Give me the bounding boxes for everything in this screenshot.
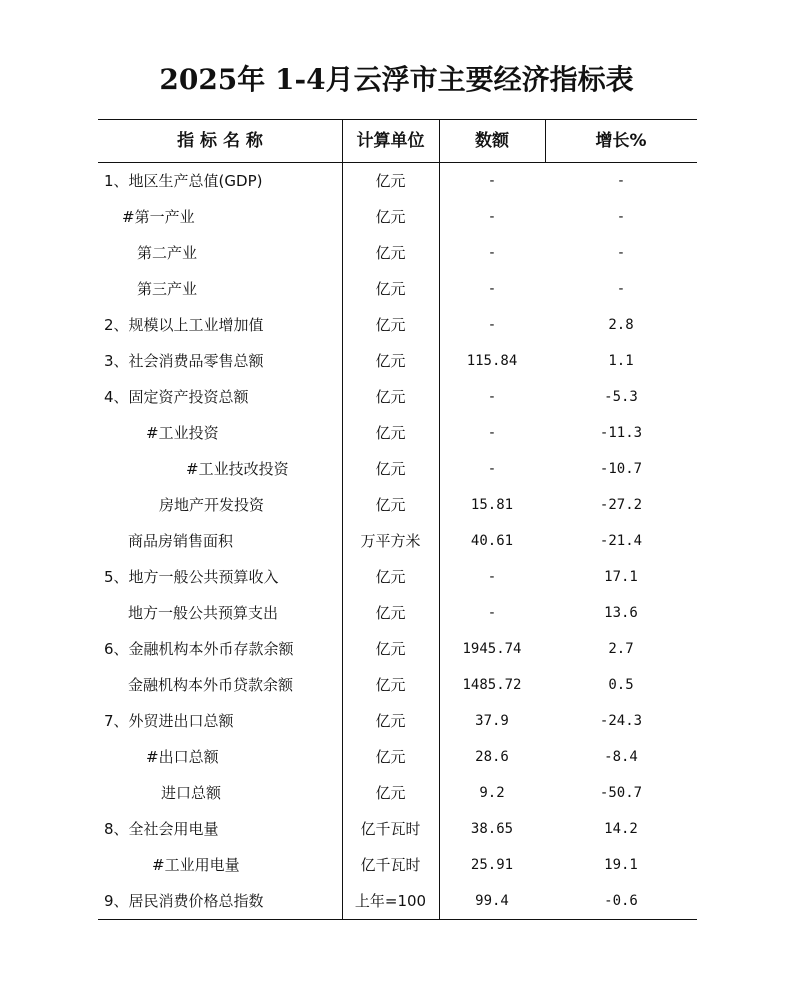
growth: -11.3 <box>599 425 643 441</box>
growth: 13.6 <box>604 605 638 621</box>
value: - <box>487 389 497 405</box>
unit: 亿元 <box>375 388 406 406</box>
growth: 19.1 <box>604 857 638 873</box>
indicator-name: #第一产业 <box>122 208 195 226</box>
indicator-name: 房地产开发投资 <box>159 496 265 514</box>
unit: 万平方米 <box>360 532 421 550</box>
table-row <box>98 199 697 235</box>
unit: 亿元 <box>375 280 406 298</box>
header-value: 数额 <box>475 131 509 151</box>
table-row <box>98 523 697 559</box>
page-title: 2025年 1-4月云浮市主要经济指标表 <box>159 63 634 96</box>
table-row <box>98 775 697 811</box>
value: 99.4 <box>475 893 509 909</box>
table-row <box>98 811 697 847</box>
unit: 亿千瓦时 <box>360 820 421 838</box>
table-row <box>98 703 697 739</box>
growth: - <box>616 281 626 297</box>
unit: 亿元 <box>375 640 406 658</box>
indicator-name: 4、固定资产投资总额 <box>104 388 249 406</box>
indicator-name: 3、社会消费品零售总额 <box>104 352 264 370</box>
table-row <box>98 487 697 523</box>
indicator-name: 7、外贸进出口总额 <box>104 712 234 730</box>
unit: 亿元 <box>375 784 406 802</box>
value: - <box>487 569 497 585</box>
growth: - <box>616 173 626 189</box>
growth: - <box>616 245 626 261</box>
table-row <box>98 739 697 775</box>
value: 9.2 <box>479 785 505 801</box>
unit: 亿元 <box>375 352 406 370</box>
unit: 亿元 <box>375 676 406 694</box>
indicator-name: 第三产业 <box>137 280 198 298</box>
value: 1945.74 <box>462 641 522 657</box>
growth: 14.2 <box>604 821 638 837</box>
divider <box>545 120 546 162</box>
value: 28.6 <box>475 749 509 765</box>
value: 37.9 <box>475 713 509 729</box>
unit: 亿千瓦时 <box>360 856 421 874</box>
value: - <box>487 281 497 297</box>
value: 15.81 <box>470 497 514 513</box>
indicator-name: 6、金融机构本外币存款余额 <box>104 640 294 658</box>
growth: 2.7 <box>608 641 634 657</box>
table-row <box>98 235 697 271</box>
unit: 亿元 <box>375 568 406 586</box>
table-row <box>98 847 697 883</box>
unit: 亿元 <box>375 244 406 262</box>
indicator-name: 第二产业 <box>137 244 198 262</box>
growth: -50.7 <box>599 785 643 801</box>
growth: -5.3 <box>604 389 638 405</box>
table-row <box>98 883 697 919</box>
growth: 0.5 <box>608 677 634 693</box>
value: - <box>487 605 497 621</box>
divider <box>439 120 440 162</box>
table-body <box>98 163 697 920</box>
indicator-name: 金融机构本外币贷款余额 <box>128 676 294 694</box>
growth: -21.4 <box>599 533 643 549</box>
growth: 1.1 <box>608 353 634 369</box>
unit: 亿元 <box>375 712 406 730</box>
growth: 17.1 <box>604 569 638 585</box>
value: 38.65 <box>470 821 514 837</box>
table-row <box>98 559 697 595</box>
table-row <box>98 307 697 343</box>
value: 25.91 <box>470 857 514 873</box>
unit: 亿元 <box>375 316 406 334</box>
value: - <box>487 209 497 225</box>
header-growth: 增长% <box>595 131 647 151</box>
indicator-name: 进口总额 <box>161 784 222 802</box>
value: - <box>487 461 497 477</box>
indicator-name: 9、居民消费价格总指数 <box>104 892 264 910</box>
header-unit: 计算单位 <box>356 131 425 151</box>
table-row <box>98 451 697 487</box>
indicator-name: 1、地区生产总值(GDP) <box>104 172 263 190</box>
table-header <box>98 119 697 163</box>
unit: 上年=100 <box>354 892 427 910</box>
growth: 2.8 <box>608 317 634 333</box>
indicator-name: #工业技改投资 <box>186 460 289 478</box>
growth: -8.4 <box>604 749 638 765</box>
divider <box>342 120 343 162</box>
value: - <box>487 173 497 189</box>
indicator-name: 2、规模以上工业增加值 <box>104 316 264 334</box>
table-row <box>98 631 697 667</box>
growth: - <box>616 209 626 225</box>
unit: 亿元 <box>375 460 406 478</box>
unit: 亿元 <box>375 172 406 190</box>
table-row <box>98 595 697 631</box>
growth: -27.2 <box>599 497 643 513</box>
indicator-name: #工业用电量 <box>152 856 240 874</box>
table-row <box>98 163 697 199</box>
indicator-name: 地方一般公共预算支出 <box>128 604 279 622</box>
table-row <box>98 343 697 379</box>
unit: 亿元 <box>375 424 406 442</box>
indicator-name: 8、全社会用电量 <box>104 820 219 838</box>
table-row <box>98 379 697 415</box>
growth: -10.7 <box>599 461 643 477</box>
value: - <box>487 245 497 261</box>
indicator-name: 5、地方一般公共预算收入 <box>104 568 279 586</box>
value: 40.61 <box>470 533 514 549</box>
growth: -0.6 <box>604 893 638 909</box>
header-name: 指 标 名 称 <box>177 131 263 151</box>
unit: 亿元 <box>375 496 406 514</box>
unit: 亿元 <box>375 748 406 766</box>
value: - <box>487 425 497 441</box>
indicators-table <box>98 119 697 920</box>
value: - <box>487 317 497 333</box>
value: 1485.72 <box>462 677 522 693</box>
indicator-name: 商品房销售面积 <box>128 532 234 550</box>
table-row <box>98 271 697 307</box>
table-row <box>98 415 697 451</box>
unit: 亿元 <box>375 604 406 622</box>
value: 115.84 <box>466 353 518 369</box>
indicator-name: #出口总额 <box>146 748 219 766</box>
growth: -24.3 <box>599 713 643 729</box>
indicator-name: #工业投资 <box>146 424 219 442</box>
unit: 亿元 <box>375 208 406 226</box>
table-row <box>98 667 697 703</box>
